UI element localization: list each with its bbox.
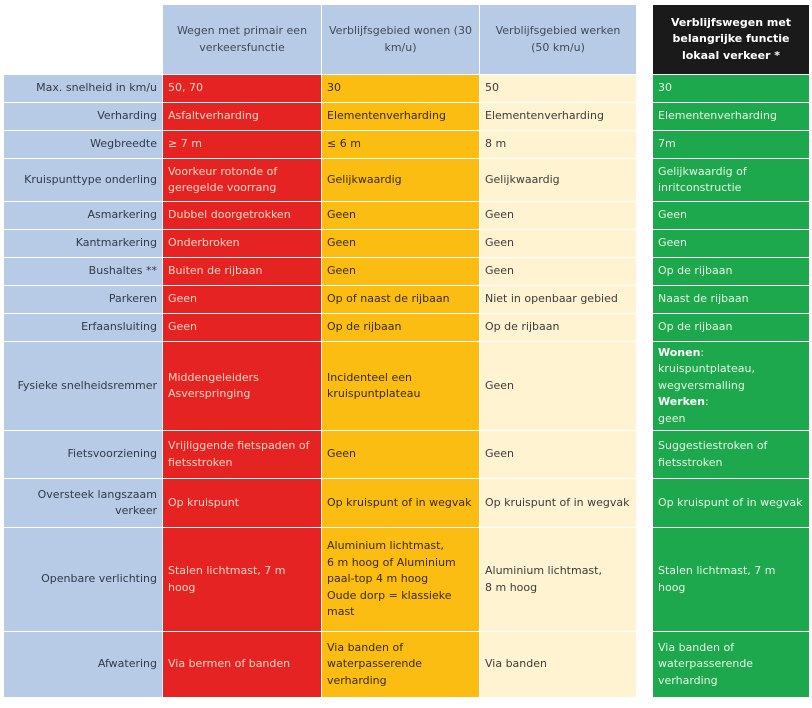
- cell-residential: Geen: [322, 202, 480, 230]
- cell-local: Suggestiestroken of fietsstroken: [653, 431, 810, 479]
- spacer-cell: [637, 258, 653, 286]
- cell-local: Elementenverharding: [653, 103, 810, 131]
- header-work-area: Verblijfsgebied werken (50 km/u): [480, 5, 637, 75]
- header-residential: Verblijfsgebied wonen (30 km/u): [322, 5, 480, 75]
- spacer-cell: [637, 479, 653, 528]
- cell-local: Via banden of waterpasserende verharding: [653, 632, 810, 698]
- table-row: [4, 431, 810, 479]
- table-row: [4, 479, 810, 528]
- row-label: Afwatering: [4, 632, 163, 698]
- row-label: Wegbreedte: [4, 131, 163, 159]
- spacer-cell: [637, 202, 653, 230]
- cell-primary: Stalen lichtmast, 7 m hoog: [163, 528, 322, 632]
- row-label: Bushaltes **: [4, 258, 163, 286]
- cell-local: Geen: [653, 230, 810, 258]
- row-label: Max. snelheid in km/u: [4, 75, 163, 103]
- road-comparison-table: [3, 4, 810, 698]
- cell-local: 7m: [653, 131, 810, 159]
- cell-local: [653, 342, 810, 431]
- row-label: Erfaansluiting: [4, 314, 163, 342]
- header-primary-traffic: Wegen met primair een verkeersfunctie: [163, 5, 322, 75]
- cell-work: Op kruispunt of in wegvak: [480, 479, 637, 528]
- cell-residential: Geen: [322, 258, 480, 286]
- cell-primary: Geen: [163, 314, 322, 342]
- wonen-label: Wonen: [658, 345, 701, 359]
- werken-text: : geen: [658, 395, 709, 425]
- cell-residential: Aluminium lichtmast, 6 m hoog of Aluminium paal-top 4 m hoog Oude dorp = klassieke mast: [322, 528, 480, 632]
- cell-residential: Geen: [322, 230, 480, 258]
- table-row: [4, 202, 810, 230]
- werken-label: Werken: [658, 395, 705, 409]
- cell-work: Op de rijbaan: [480, 314, 637, 342]
- row-label: Asmarkering: [4, 202, 163, 230]
- spacer-cell: [637, 230, 653, 258]
- spacer-cell: [637, 75, 653, 103]
- spacer-cell: [637, 632, 653, 698]
- spacer-cell: [637, 131, 653, 159]
- cell-residential: Op of naast de rijbaan: [322, 286, 480, 314]
- cell-local: Naast de rijbaan: [653, 286, 810, 314]
- cell-primary: ≥ 7 m: [163, 131, 322, 159]
- table-row: [4, 230, 810, 258]
- cell-work: Gelijkwaardig: [480, 159, 637, 202]
- spacer-cell: [637, 342, 653, 431]
- spacer-cell: [637, 431, 653, 479]
- cell-local: Op de rijbaan: [653, 258, 810, 286]
- cell-primary: Asfaltverharding: [163, 103, 322, 131]
- row-label: Fietsvoorziening: [4, 431, 163, 479]
- cell-primary: Geen: [163, 286, 322, 314]
- wonen-text: : kruispuntplateau, wegversmalling: [658, 345, 755, 392]
- table-row: [4, 103, 810, 131]
- cell-local: Op kruispunt of in wegvak: [653, 479, 810, 528]
- cell-primary: 50, 70: [163, 75, 322, 103]
- cell-residential: 30: [322, 75, 480, 103]
- cell-local: 30: [653, 75, 810, 103]
- spacer-cell: [637, 159, 653, 202]
- row-label: Kruispunttype onderling: [4, 159, 163, 202]
- table-row: [4, 258, 810, 286]
- cell-work: 8 m: [480, 131, 637, 159]
- cell-local: Stalen lichtmast, 7 m hoog: [653, 528, 810, 632]
- row-label: Kantmarkering: [4, 230, 163, 258]
- cell-primary: Middengeleiders Asverspringing: [163, 342, 322, 431]
- row-label: Fysieke snelheidsremmer: [4, 342, 163, 431]
- cell-work: Aluminium lichtmast, 8 m hoog: [480, 528, 637, 632]
- cell-work: Geen: [480, 230, 637, 258]
- cell-residential: Gelijkwaardig: [322, 159, 480, 202]
- cell-residential: Op kruispunt of in wegvak: [322, 479, 480, 528]
- spacer-column: [637, 5, 653, 75]
- cell-primary: Op kruispunt: [163, 479, 322, 528]
- cell-residential: ≤ 6 m: [322, 131, 480, 159]
- cell-work: 50: [480, 75, 637, 103]
- row-label: Verharding: [4, 103, 163, 131]
- table-row: [4, 632, 810, 698]
- header-row: [4, 5, 810, 75]
- spacer-cell: [637, 286, 653, 314]
- cell-local: Geen: [653, 202, 810, 230]
- cell-work: Elementenverharding: [480, 103, 637, 131]
- cell-residential: Elementenverharding: [322, 103, 480, 131]
- cell-work: Geen: [480, 202, 637, 230]
- table-row: [4, 159, 810, 202]
- cell-residential: Op de rijbaan: [322, 314, 480, 342]
- cell-work: Geen: [480, 342, 637, 431]
- cell-work: Via banden: [480, 632, 637, 698]
- table-row: [4, 528, 810, 632]
- cell-primary: Vrijliggende fietspaden of fietsstroken: [163, 431, 322, 479]
- table-row: [4, 286, 810, 314]
- table-row: [4, 75, 810, 103]
- table-row: [4, 314, 810, 342]
- cell-local: Gelijkwaardig of inritconstructie: [653, 159, 810, 202]
- cell-work: Niet in openbaar gebied: [480, 286, 637, 314]
- cell-primary: Via bermen of banden: [163, 632, 322, 698]
- cell-work: Geen: [480, 258, 637, 286]
- cell-residential: Via banden of waterpasserende verharding: [322, 632, 480, 698]
- cell-residential: Geen: [322, 431, 480, 479]
- cell-primary: Buiten de rijbaan: [163, 258, 322, 286]
- cell-primary: Onderbroken: [163, 230, 322, 258]
- spacer-cell: [637, 314, 653, 342]
- row-label: Oversteek langszaam verkeer: [4, 479, 163, 528]
- spacer-cell: [637, 528, 653, 632]
- spacer-cell: [637, 103, 653, 131]
- row-label: Openbare verlichting: [4, 528, 163, 632]
- table-row: [4, 131, 810, 159]
- table-row: [4, 342, 810, 431]
- corner-cell: [4, 5, 163, 75]
- cell-primary: Dubbel doorgetrokken: [163, 202, 322, 230]
- cell-primary: Voorkeur rotonde of geregelde voorrang: [163, 159, 322, 202]
- cell-work: Geen: [480, 431, 637, 479]
- cell-residential: Incidenteel een kruispuntplateau: [322, 342, 480, 431]
- header-local-traffic: Verblijfswegen met belangrijke functie lokaal verkeer *: [653, 5, 810, 75]
- row-label: Parkeren: [4, 286, 163, 314]
- cell-local: Op de rijbaan: [653, 314, 810, 342]
